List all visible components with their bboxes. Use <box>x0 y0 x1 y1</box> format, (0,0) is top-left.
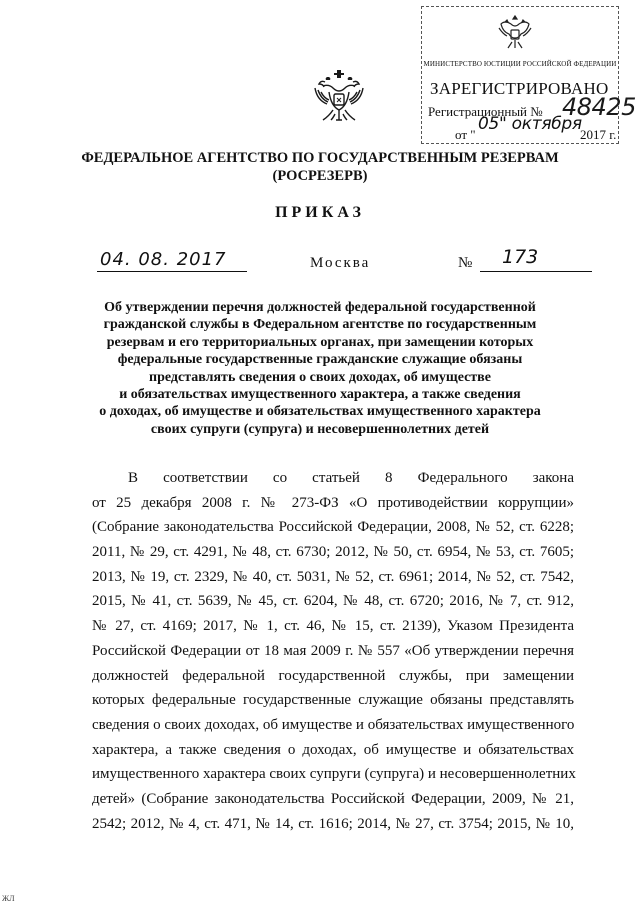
body-line: детей» (Собрание законодательства Российской Федерации, 2009, № 21, <box>92 790 574 807</box>
agency-name: ФЕДЕРАЛЬНОЕ АГЕНТСТВО ПО ГОСУДАРСТВЕННЫМ РЕЗЕРВАМ <box>81 150 559 166</box>
stamp-year-label: 2017 г. <box>580 127 617 142</box>
body-line: 2542; 2012, № 4, ст. 471, № 14, ст. 1616; 2014, № 27, ст. 3754; 2015, № 10, <box>92 815 574 832</box>
body-line: № 27, ст. 4169; 2017, № 1, ст. 46, № 15, ст. 2139), Указом Президента <box>92 618 574 635</box>
stamp-ministry-name: МИНИСТЕРСТВО ЮСТИЦИИ РОССИЙСКОЙ ФЕДЕРАЦИИ <box>423 60 617 68</box>
body-line: должностей федеральной государственной службы, при замещении <box>92 667 574 684</box>
body-line: сведения о своих доходах, об имуществе и обязательствах имущественного <box>92 716 575 733</box>
body-line: 2015, № 41, ст. 5639, № 45, ст. 6204, № 48, ст. 6720; 2016, № 7, ст. 912, <box>92 593 574 610</box>
stamp-from-label: от " <box>455 127 476 142</box>
stamp-regno-value: 48425 <box>562 93 636 121</box>
body-line: которых федеральные государственные служащие обязаны представлять <box>92 692 574 709</box>
heading-line: представлять сведения о своих доходах, об имуществе <box>149 369 491 385</box>
document-type-title: ПРИКАЗ <box>275 204 365 221</box>
heading-line: своих супруги (супруга) и несовершеннолетних детей <box>150 421 490 437</box>
body-line: характера, а также сведения о доходах, об имуществе и обязательствах <box>92 741 574 758</box>
agency-abbreviation: (РОСРЕЗЕРВ) <box>272 168 368 184</box>
stamp-registered-label: ЗАРЕГИСТРИРОВАНО <box>430 79 609 98</box>
body-line: (Собрание законодательства Российской Федерации, 2008, № 52, ст. 6228; <box>92 519 574 536</box>
body-line: от 25 декабря 2008 г. № 273-ФЗ «О противодействии коррупции» <box>92 494 574 511</box>
body-line: 2013, № 19, ст. 2329, № 40, ст. 5031, № 52, ст. 6961; 2014, № 52, ст. 7542, <box>92 568 574 585</box>
corner-mark: ЖЛ <box>2 894 15 903</box>
order-heading <box>70 299 570 438</box>
stamp-date-handwritten: 05" октября <box>478 114 582 134</box>
body-line: В соответствии со статьей 8 Федерального закона <box>128 470 574 486</box>
stamp-regno-label: Регистрационный № <box>428 104 543 119</box>
heading-line: резервам и его территориальных органах, при замещении которых <box>106 334 534 350</box>
heading-line: федеральные государственные гражданские служащие обязаны <box>117 352 523 368</box>
order-number-sign: № <box>458 255 473 271</box>
body-line: Российской Федерации от 18 мая 2009 г. № 557 «Об утверждении перечня <box>92 642 574 659</box>
order-number-handwritten: 173 <box>502 246 539 268</box>
body-line: имущественного характера своих супруги (супруга) и несовершеннолетних <box>92 766 576 783</box>
body-line: 2011, № 29, ст. 4291, № 48, ст. 6730; 2012, № 50, ст. 6954, № 53, ст. 7605; <box>92 544 574 561</box>
heading-line: гражданской службы в Федеральном агентстве по государственным <box>103 317 537 333</box>
heading-line: о доходах, об имуществе и обязательствах имущественного характера <box>99 404 541 420</box>
coat-of-arms-icon <box>313 68 365 126</box>
heading-line: Об утверждении перечня должностей федеральной государственной <box>104 300 536 315</box>
body-paragraph <box>92 466 574 836</box>
order-city: Москва <box>310 255 371 271</box>
heading-line: и обязательствах имущественного характера, а также сведения <box>119 387 521 403</box>
double-headed-eagle-icon <box>493 10 537 54</box>
order-date-handwritten: 04. 08. 2017 <box>100 249 227 270</box>
